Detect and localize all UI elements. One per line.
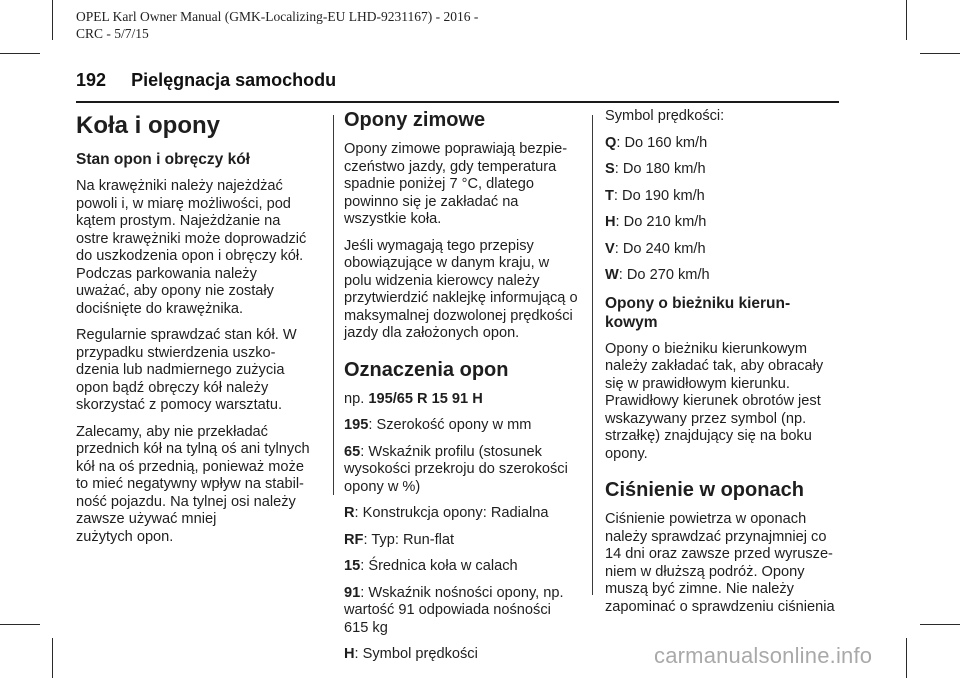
meta-line-1: OPEL Karl Owner Manual (GMK-Localizing-EU LHD-9231167) - 2016 - (76, 9, 479, 24)
definition-text: : Konstrukcja opony: Radialna (354, 505, 549, 521)
paragraph: Zalecamy, aby nie przekładać przednich kół na tylną oś ani tylnych kół na oś przednią, ponieważ może to mieć negatywny wpływ na stabil- ność pojazdu. Na tylnej osi należy zawsze używać mniej zużytych opon. (76, 423, 310, 545)
speed-item (605, 241, 845, 259)
speed-item (605, 267, 845, 285)
subsection-title: Stan opon i obręczy kół (76, 151, 250, 168)
definition-item (344, 417, 584, 435)
paragraph: Opony o bieżniku kierunkowym należy zakładać tak, aby obracały się w prawidłowym kierunku. Prawidłowy kierunek obrotów jest wskazywany przez symbol (np. strzałkę) znajdujący się na boku opony. (605, 340, 824, 462)
definition-key: 195 (344, 417, 369, 433)
speed-text: : Do 160 km/h (616, 134, 708, 151)
tire-code-example (344, 391, 584, 409)
speed-text: : Do 180 km/h (614, 161, 706, 177)
definition-text: : Średnica koła w calach (360, 558, 518, 574)
definition-item (344, 558, 584, 576)
definition-text: : Symbol prędkości (354, 646, 478, 662)
section-title: Koła i opony (76, 112, 220, 139)
definition-text: : Wskaźnik profilu (stosunek wysokości przekroju do szerokości opony w %) (344, 443, 568, 495)
meta-line-2: CRC - 5/7/15 (76, 26, 149, 41)
crop-mark (52, 638, 53, 678)
speed-key: H (605, 214, 616, 230)
running-head (76, 70, 336, 91)
crop-mark (920, 53, 960, 54)
speed-item (605, 161, 845, 179)
paragraph: Opony zimowe poprawiają bezpie- czeństwo jazdy, gdy temperatura spadnie poniżej 7 °C, dlatego powinno się je zakładać na wszystkie koła. (344, 141, 568, 227)
document-meta (76, 8, 478, 42)
definition-key: 65 (344, 443, 361, 460)
column-divider (592, 115, 593, 595)
subsection-title: Opony o bieżniku kierun- kowym (605, 294, 791, 331)
speed-item (605, 135, 845, 153)
speed-key: W (605, 267, 619, 283)
example-prefix: np. (344, 390, 369, 407)
crop-mark (0, 53, 40, 54)
chapter-title: Pielęgnacja samochodu (131, 70, 337, 90)
crop-mark (920, 624, 960, 625)
speed-item (605, 188, 845, 206)
crop-mark (52, 0, 53, 40)
speed-text: : Do 210 km/h (615, 214, 707, 230)
crop-mark (906, 638, 907, 678)
paragraph: Regularnie sprawdzać stan kół. W przypadku stwierdzenia uszko- dzenia lub nadmiernego zużycia opon bądź obręczy kół należy skorzystać z pomocy warsztatu. (76, 327, 297, 413)
section-title: Ciśnienie w oponach (605, 479, 804, 501)
tire-code: 195/65 R 15 91 H (368, 390, 483, 407)
paragraph: Jeśli wymagają tego przepisy obowiązujące w danym kraju, w polu widzenia kierowcy należy przytwierdzić naklejkę informującą o maksymalnej dozwolonej prędkości jazdy dla założonych opon. (344, 237, 578, 341)
speed-text: : Do 240 km/h (614, 240, 706, 257)
column-divider (333, 115, 334, 495)
definition-key: 91 (344, 584, 361, 601)
definition-key: H (344, 646, 355, 662)
section-title: Opony zimowe (344, 109, 486, 131)
paragraph: Ciśnienie powietrza w oponach należy sprawdzać przynajmniej co 14 dni oraz zawsze przed wyrusze- niem w dłuższą podróż. Opony muszą być zimne. Nie należy zapominać o sprawdzeniu ciśnienia (605, 511, 835, 615)
section-title: Oznaczenia opon (344, 358, 509, 381)
speed-symbol-label: Symbol prędkości: (605, 108, 725, 124)
paragraph: Na krawężniki należy najeżdżać powoli i, w miarę możliwości, pod kątem prostym. Najeżdżanie na ostre krawężniki może doprowadzić do uszkodzenia opon i obręczy kół. Podczas parkowania należy uważać, aby opony nie zostały dociśnięte do krawężnika. (76, 178, 307, 317)
speed-text: : Do 270 km/h (618, 267, 710, 283)
page-number: 192 (76, 70, 107, 90)
definition-key: 15 (344, 558, 361, 574)
crop-mark (0, 624, 40, 625)
speed-key: T (605, 187, 614, 204)
definition-item (344, 646, 584, 664)
definition-key: RF (344, 531, 364, 548)
column-3 (605, 108, 845, 625)
definition-item (344, 444, 584, 497)
watermark: carmanualsonline.info (654, 643, 873, 668)
definition-item (344, 585, 584, 638)
crop-mark (906, 0, 907, 40)
column-2 (344, 108, 584, 673)
speed-key: S (605, 161, 615, 177)
definition-text: : Szerokość opony w mm (368, 417, 532, 433)
speed-item (605, 214, 845, 232)
definition-item (344, 532, 584, 550)
definition-text: : Typ: Run-flat (363, 531, 455, 548)
header-rule (76, 101, 839, 103)
speed-text: : Do 190 km/h (613, 187, 705, 204)
column-1 (76, 104, 326, 555)
definition-text: : Wskaźnik nośności opony, np. wartość 91 odpowiada nośności 615 kg (344, 584, 564, 636)
speed-key: Q (605, 134, 617, 151)
definition-item (344, 505, 584, 523)
definition-key: R (344, 505, 355, 521)
speed-key: V (605, 240, 615, 257)
